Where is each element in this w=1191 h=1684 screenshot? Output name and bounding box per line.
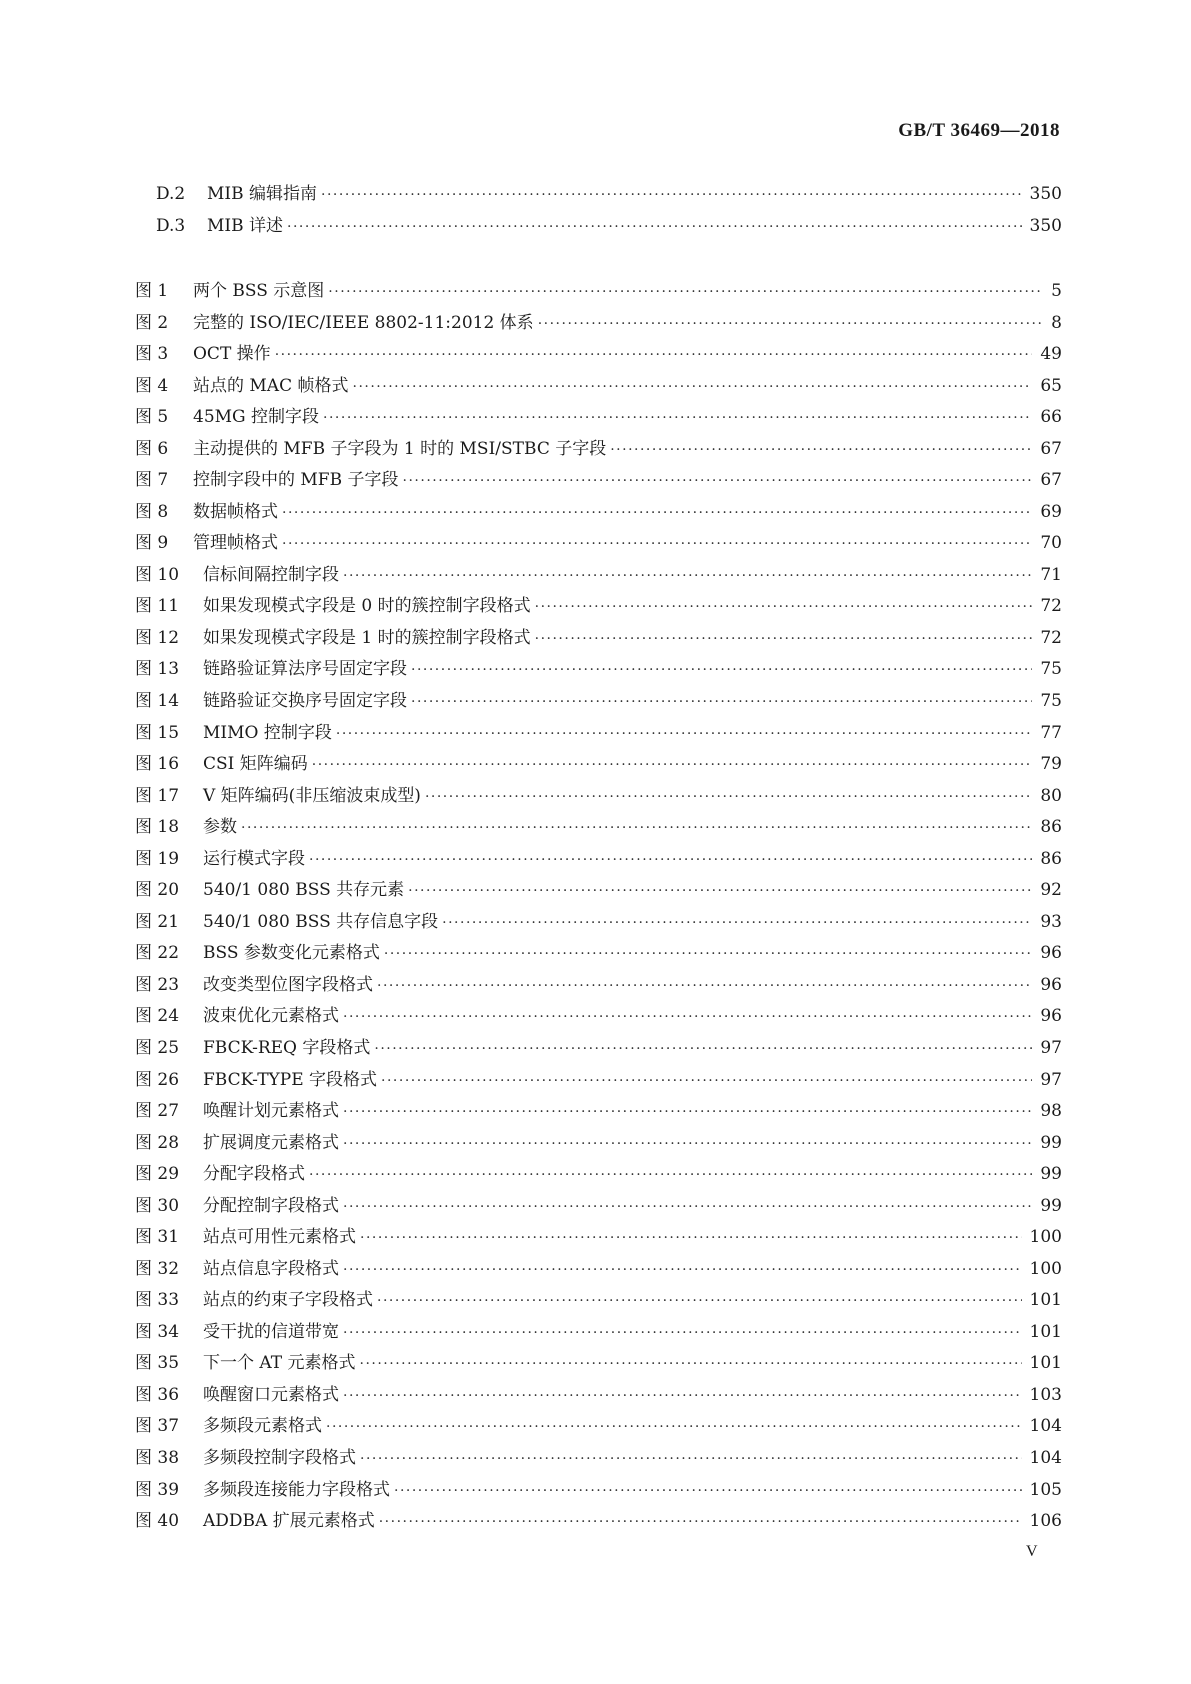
toc-entry-title: MIB 编辑指南 [207,184,318,204]
toc-entry[interactable] [135,657,1062,681]
toc-entry-title: MIB 详述 [207,215,284,236]
toc-entry-title: 改变类型位图字段格式 [203,974,373,995]
toc-entry-title: 站点的约束子字段格式 [203,1290,373,1311]
dot-leader [425,785,1032,809]
toc-entry[interactable] [135,594,1062,618]
toc-entry-page: 99 [1040,1195,1062,1216]
toc-entry-number: 图 40 [135,1511,180,1532]
toc-entry-page: 103 [1029,1384,1062,1405]
dot-leader [377,1289,1022,1313]
dot-leader [343,1132,1032,1156]
toc-entry[interactable] [135,1068,1062,1092]
dot-leader [323,406,1032,430]
toc-entry-page: 67 [1040,470,1062,491]
toc-entry-title: 受干扰的信道带宽 [203,1321,339,1342]
toc-entry-number: 图 25 [135,1037,180,1058]
toc-entry-number: 图 22 [135,943,180,964]
toc-entry[interactable] [135,1288,1062,1312]
toc-entry-number: 图 17 [135,785,180,806]
toc-entry-page: 66 [1040,407,1062,428]
toc-entry[interactable] [135,1320,1062,1344]
dot-leader [403,469,1033,493]
toc-entry[interactable] [135,1194,1062,1218]
toc-entry[interactable] [135,721,1062,745]
toc-entry-title: 分配控制字段格式 [203,1195,339,1216]
toc-entry[interactable] [135,1446,1062,1470]
dot-leader [312,753,1033,777]
toc-entry-number: 图 1 [135,281,169,301]
dot-leader [394,1479,1022,1503]
toc-entry-title: 控制字段中的 MFB 子字段 [193,470,399,491]
toc-entry-page: 99 [1040,1132,1062,1153]
toc-entry[interactable] [135,1225,1062,1249]
toc-entry[interactable] [135,374,1062,398]
toc-entry-page: 96 [1040,943,1062,964]
toc-entry[interactable] [156,214,1062,238]
toc-entry[interactable] [135,689,1062,713]
toc-entry[interactable] [156,182,1062,206]
toc-entry-title: 运行模式字段 [203,848,305,869]
dot-leader [282,501,1032,525]
toc-entry-number: 图 2 [135,312,169,333]
dot-leader [360,1447,1022,1471]
dot-leader [411,658,1032,682]
toc-entry-title: 多频段连接能力字段格式 [203,1479,390,1500]
toc-entry-number: 图 19 [135,848,180,869]
toc-entry[interactable] [135,500,1062,524]
toc-entry-page: 75 [1040,659,1062,680]
toc-entry-page: 70 [1040,533,1062,554]
toc-entry-number: 图 23 [135,974,180,995]
toc-entry-page: 86 [1040,817,1062,838]
toc-entry-number: 图 11 [135,596,180,617]
toc-entry-page: 104 [1029,1447,1062,1468]
toc-entry-title: 完整的 ISO/IEC/IEEE 8802-11:2012 体系 [193,312,534,333]
dot-leader [282,532,1032,556]
toc-entry[interactable] [135,752,1062,776]
toc-entry-number: 图 16 [135,754,180,775]
toc-entry-title: 数据帧格式 [193,501,278,522]
toc-entry-number: 图 33 [135,1290,180,1311]
toc-entry-page: 93 [1040,911,1062,932]
toc-entry[interactable] [135,784,1062,808]
toc-entry[interactable] [135,1509,1062,1533]
dot-leader [343,1005,1032,1029]
dot-leader [384,942,1032,966]
toc-entry-title: FBCK-REQ 字段格式 [203,1037,371,1058]
toc-entry-page: 105 [1029,1479,1062,1500]
toc-entry[interactable] [135,1036,1062,1060]
dot-leader [328,280,1043,304]
toc-entry-title: 波束优化元素格式 [203,1006,339,1027]
page-number: V [1026,1543,1038,1560]
toc-entry[interactable] [135,437,1062,461]
toc-entry-title: FBCK-TYPE 字段格式 [203,1069,378,1090]
toc-entry-page: 101 [1029,1290,1062,1311]
dot-leader [343,1258,1022,1282]
dot-leader [377,974,1032,998]
toc-entry[interactable] [135,878,1062,902]
toc-entry[interactable] [135,626,1062,650]
toc-entry-page: 101 [1029,1321,1062,1342]
toc-entry-number: 图 26 [135,1069,180,1090]
toc-entry-number: 图 37 [135,1416,180,1437]
toc-entry[interactable] [135,1131,1062,1155]
dot-leader [408,879,1032,903]
toc-entry[interactable] [135,311,1062,335]
toc-entry-number: 图 29 [135,1164,180,1185]
toc-entry-title: 扩展调度元素格式 [203,1132,339,1153]
toc-entry-number: 图 21 [135,911,180,932]
toc-entry[interactable] [135,1383,1062,1407]
toc-entry-number: 图 3 [135,344,169,365]
toc-entry-number: D.2 [156,184,186,204]
toc-entry-number: 图 35 [135,1353,180,1374]
toc-entry-title: MIMO 控制字段 [203,722,332,743]
toc-entry-page: 72 [1040,627,1062,648]
dot-leader [343,1100,1032,1124]
toc-entry-page: 86 [1040,848,1062,869]
dot-leader [360,1352,1022,1376]
toc-entry[interactable] [135,973,1062,997]
toc-entry[interactable] [135,815,1062,839]
toc-entry-page: 101 [1029,1353,1062,1374]
toc-entry[interactable] [135,1478,1062,1502]
toc-entry-page: 79 [1040,754,1062,775]
toc-entry[interactable] [135,531,1062,555]
toc-entry-title: CSI 矩阵编码 [203,754,308,775]
toc-entry-title: 多频段元素格式 [203,1416,322,1437]
dot-leader [535,595,1033,619]
toc-entry-title: 站点信息字段格式 [203,1258,339,1279]
standard-code: GB/T 36469—2018 [898,120,1060,141]
dot-leader [343,1384,1022,1408]
toc-entry-page: 80 [1040,785,1062,806]
dot-leader [374,1037,1032,1061]
toc-entry-title: 唤醒窗口元素格式 [203,1384,339,1405]
toc-entry-number: 图 34 [135,1321,180,1342]
dot-leader [343,564,1032,588]
toc-entry-title: V 矩阵编码(非压缩波束成型) [203,785,421,806]
dot-leader [381,1069,1032,1093]
toc-entry-title: 参数 [203,817,237,838]
toc-entry-number: 图 10 [135,564,180,585]
toc-entry-title: 分配字段格式 [203,1164,305,1185]
toc-entry-number: 图 13 [135,659,180,680]
toc-entry-number: 图 7 [135,470,169,491]
toc-entry-title: 540/1 080 BSS 共存信息字段 [203,911,439,932]
toc-entry-page: 65 [1040,375,1062,396]
toc-entry-title: OCT 操作 [193,344,271,365]
toc-entry-title: 信标间隔控制字段 [203,564,339,585]
toc-entry-page: 69 [1040,501,1062,522]
toc-entry-number: 图 31 [135,1227,180,1248]
toc-entry-number: 图 28 [135,1132,180,1153]
toc-entry-title: 如果发现模式字段是 0 时的簇控制字段格式 [203,596,531,617]
toc-entry-page: 72 [1040,596,1062,617]
toc-entry-number: 图 32 [135,1258,180,1279]
dot-leader [353,375,1033,399]
toc-entry-title: 链路验证交换序号固定字段 [203,691,407,712]
dot-leader [309,1163,1032,1187]
dot-leader [411,690,1032,714]
toc-entry[interactable] [135,941,1062,965]
toc-entry-number: 图 27 [135,1101,180,1122]
toc-entry[interactable] [135,1257,1062,1281]
toc-entry-title: 链路验证算法序号固定字段 [203,659,407,680]
toc-entry-number: 图 39 [135,1479,180,1500]
toc-entry[interactable] [135,1414,1062,1438]
toc-entry-page: 77 [1040,722,1062,743]
toc-entry-page: 97 [1040,1037,1062,1058]
toc-entry-number: D.3 [156,215,186,236]
toc-entry-number: 图 18 [135,817,180,838]
toc-entry-page: 8 [1051,312,1062,333]
dot-leader [326,1415,1022,1439]
toc-entry-page: 106 [1029,1511,1062,1532]
dot-leader [336,722,1032,746]
toc-entry-title: 唤醒计划元素格式 [203,1101,339,1122]
dot-leader [360,1226,1022,1250]
toc-entry-page: 100 [1029,1227,1062,1248]
toc-entry-number: 图 12 [135,627,180,648]
toc-entry-number: 图 20 [135,880,180,901]
toc-entry-title: 管理帧格式 [193,533,278,554]
toc-entry-page: 350 [1029,184,1062,204]
dot-leader [535,627,1033,651]
toc-entry[interactable] [135,563,1062,587]
dot-leader [309,848,1032,872]
toc-entry-number: 图 38 [135,1447,180,1468]
toc-entry[interactable] [135,405,1062,429]
toc-entry-number: 图 9 [135,533,169,554]
dot-leader [538,312,1043,336]
toc-entry-title: 两个 BSS 示意图 [193,281,325,301]
toc-entry-page: 350 [1029,215,1062,236]
toc-entry-page: 97 [1040,1069,1062,1090]
toc-entry-page: 75 [1040,691,1062,712]
toc-entry-number: 图 6 [135,438,169,459]
toc-entry-page: 96 [1040,974,1062,995]
toc-entry-title: 如果发现模式字段是 1 时的簇控制字段格式 [203,627,531,648]
dot-leader [275,343,1033,367]
toc-entry-page: 67 [1040,438,1062,459]
toc-entry-page: 99 [1040,1164,1062,1185]
toc-entry-title: 45MG 控制字段 [193,407,320,428]
dot-leader [343,1321,1022,1345]
toc-entry[interactable] [135,847,1062,871]
toc-entry[interactable] [135,1351,1062,1375]
toc-entry[interactable] [135,1004,1062,1028]
toc-entry-number: 图 14 [135,691,180,712]
dot-leader [321,183,1022,207]
dot-leader [379,1510,1022,1534]
toc-entry-title: ADDBA 扩展元素格式 [203,1511,375,1532]
toc-entry[interactable] [135,1162,1062,1186]
dot-leader [241,816,1032,840]
toc-entry-title: 多频段控制字段格式 [203,1447,356,1468]
toc-entry-number: 图 24 [135,1006,180,1027]
toc-entry-number: 图 15 [135,722,180,743]
toc-entry[interactable] [135,342,1062,366]
toc-entry-page: 5 [1051,281,1062,301]
toc-entry-number: 图 30 [135,1195,180,1216]
toc-entry-title: 站点可用性元素格式 [203,1227,356,1248]
dot-leader [343,1195,1032,1219]
toc-entry[interactable] [135,468,1062,492]
toc-entry-page: 104 [1029,1416,1062,1437]
toc-entry-page: 49 [1040,344,1062,365]
toc-entry-page: 71 [1040,564,1062,585]
toc-entry-title: 主动提供的 MFB 子字段为 1 时的 MSI/STBC 子字段 [193,438,607,459]
toc-entry[interactable] [135,1099,1062,1123]
toc-entry-title: 站点的 MAC 帧格式 [193,375,349,396]
toc-entry-page: 96 [1040,1006,1062,1027]
toc-entry-number: 图 8 [135,501,169,522]
toc-entry-number: 图 5 [135,407,169,428]
toc-entry-title: BSS 参数变化元素格式 [203,943,380,964]
dot-leader [287,215,1022,239]
toc-entry[interactable] [135,279,1062,303]
toc-entry[interactable] [135,910,1062,934]
toc-entry-number: 图 36 [135,1384,180,1405]
toc-entry-title: 540/1 080 BSS 共存元素 [203,880,405,901]
toc-entry-page: 92 [1040,880,1062,901]
dot-leader [442,911,1032,935]
toc-entry-number: 图 4 [135,375,169,396]
dot-leader [610,438,1032,462]
toc-entry-page: 98 [1040,1101,1062,1122]
toc-entry-title: 下一个 AT 元素格式 [203,1353,356,1374]
toc-entry-page: 100 [1029,1258,1062,1279]
